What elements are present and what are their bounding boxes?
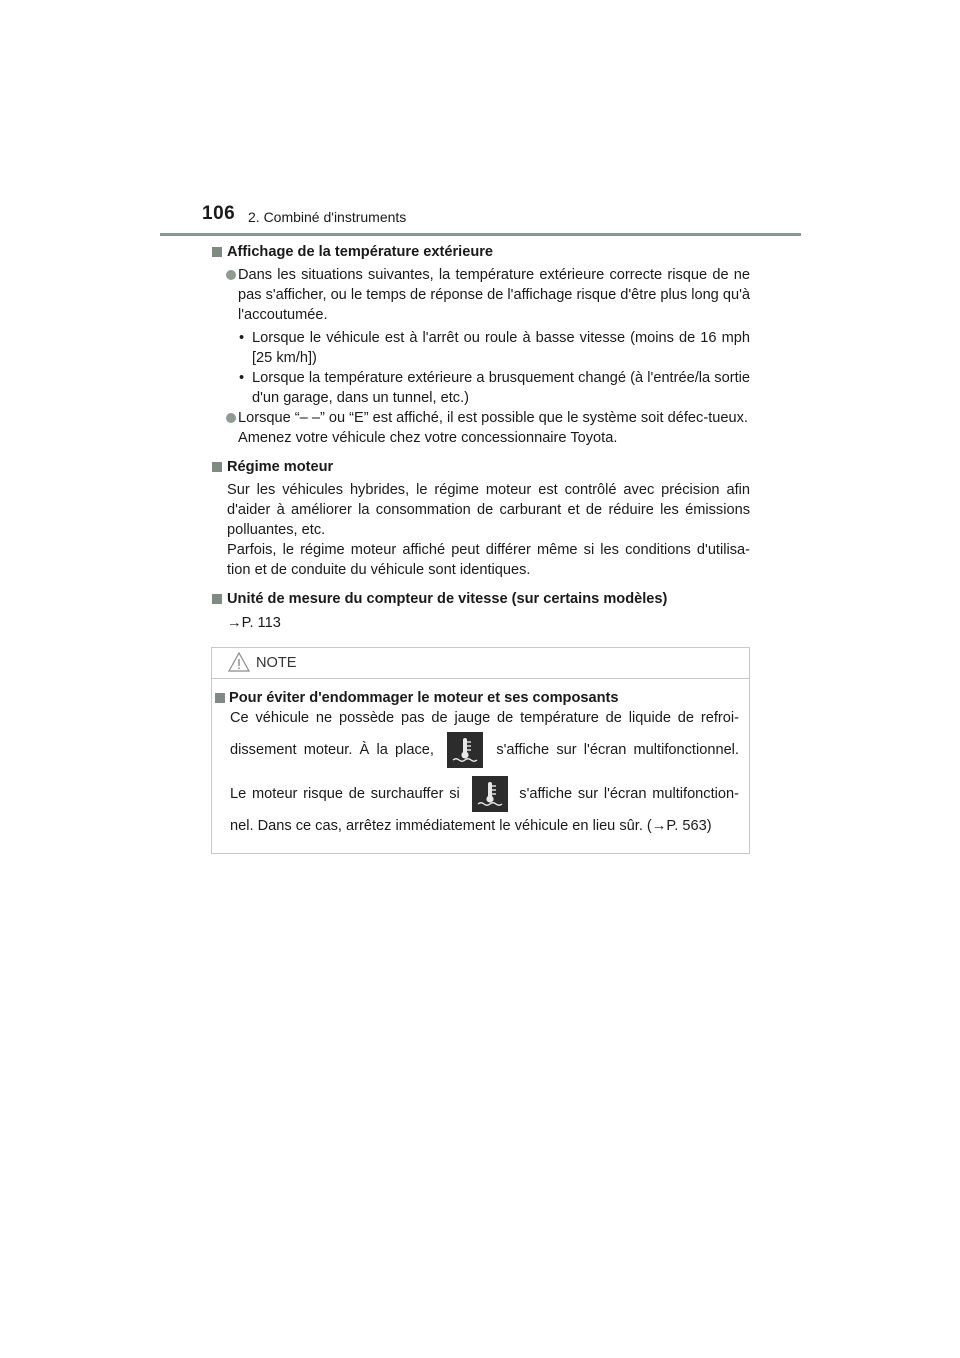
chapter-title: 2. Combiné d'instruments: [248, 209, 407, 225]
note-line: [212, 728, 749, 772]
warning-triangle-icon: [228, 652, 250, 672]
note-heading-text: Pour éviter d'endommager le moteur et ses composants: [229, 690, 619, 706]
sub-bullet-mark: •: [239, 370, 245, 386]
section-title: Unité de mesure du compteur de vitesse (sur certains modèles): [227, 591, 668, 607]
circle-bullet-icon: [226, 270, 236, 280]
note-line: Ce véhicule ne possède pas de jauge de température de liquide de refroi-: [230, 710, 739, 726]
bullet-text-extra: Amenez votre véhicule chez votre concessionnaire Toyota.: [238, 430, 618, 446]
bullet-text: Lorsque “– –” ou “E” est affiché, il est possible que le système soit défec-tueux.: [238, 410, 748, 426]
note-heading: [212, 688, 749, 708]
section-title: Régime moteur: [227, 459, 334, 475]
note-body: [212, 688, 749, 836]
square-bullet-icon: [212, 462, 222, 472]
sub-item-text: Lorsque le véhicule est à l'arrêt ou roule à basse vitesse (moins de 16 mph [25 km/h]): [252, 330, 750, 366]
square-bullet-icon: [212, 247, 222, 257]
paragraph: Parfois, le régime moteur affiché peut différer même si les conditions d'utilisa-tion et de conduite du véhicule sont identiques.: [227, 542, 750, 578]
note-label: NOTE: [256, 655, 297, 671]
page-reference: →P. 113: [227, 615, 281, 631]
circle-bullet-icon: [226, 413, 236, 423]
coolant-temperature-icon: [447, 732, 483, 768]
main-content: [210, 242, 750, 633]
note-box: [211, 647, 750, 854]
section-heading-speed-unit: [210, 589, 750, 609]
paragraph: Sur les véhicules hybrides, le régime moteur est contrôlé avec précision afin d'aider à améliorer la consommation de carburant et de réduire les émissions polluantes, etc.: [227, 482, 750, 538]
section-heading-outside-temp: [210, 242, 750, 262]
square-bullet-icon: [212, 594, 222, 604]
note-text: dissement moteur. À la place,: [230, 742, 434, 758]
square-bullet-icon: [215, 693, 225, 703]
note-text: s'affiche sur l'écran multifonctionnel.: [496, 742, 739, 758]
sub-list-item: [210, 328, 750, 368]
sub-bullet-mark: •: [239, 330, 245, 346]
list-item: [210, 408, 750, 448]
section-heading-engine-speed: [210, 457, 750, 477]
coolant-temperature-icon: [472, 776, 508, 812]
header-rule: [160, 233, 801, 236]
note-text: s'affiche sur l'écran multifonction-: [519, 786, 739, 802]
bullet-text: Dans les situations suivantes, la température extérieure correcte risque de ne pas s'afficher, ou le temps de réponse de l'affichage risque d'être plus long qu'à l'accoutumée.: [238, 267, 750, 323]
page-number: 106: [202, 203, 236, 224]
note-header: [212, 648, 749, 679]
page-header: [0, 0, 960, 240]
list-item: [210, 265, 750, 325]
section-title: Affichage de la température extérieure: [227, 244, 494, 260]
sub-item-text: Lorsque la température extérieure a brusquement changé (à l'entrée/la sortie d'un garage, dans un tunnel, etc.): [252, 370, 750, 406]
sub-list-item: [210, 368, 750, 408]
note-line: nel. Dans ce cas, arrêtez immédiatement le véhicule en lieu sûr. (→P. 563): [230, 818, 712, 834]
note-text: Le moteur risque de surchauffer si: [230, 786, 460, 802]
note-line: [212, 772, 749, 816]
